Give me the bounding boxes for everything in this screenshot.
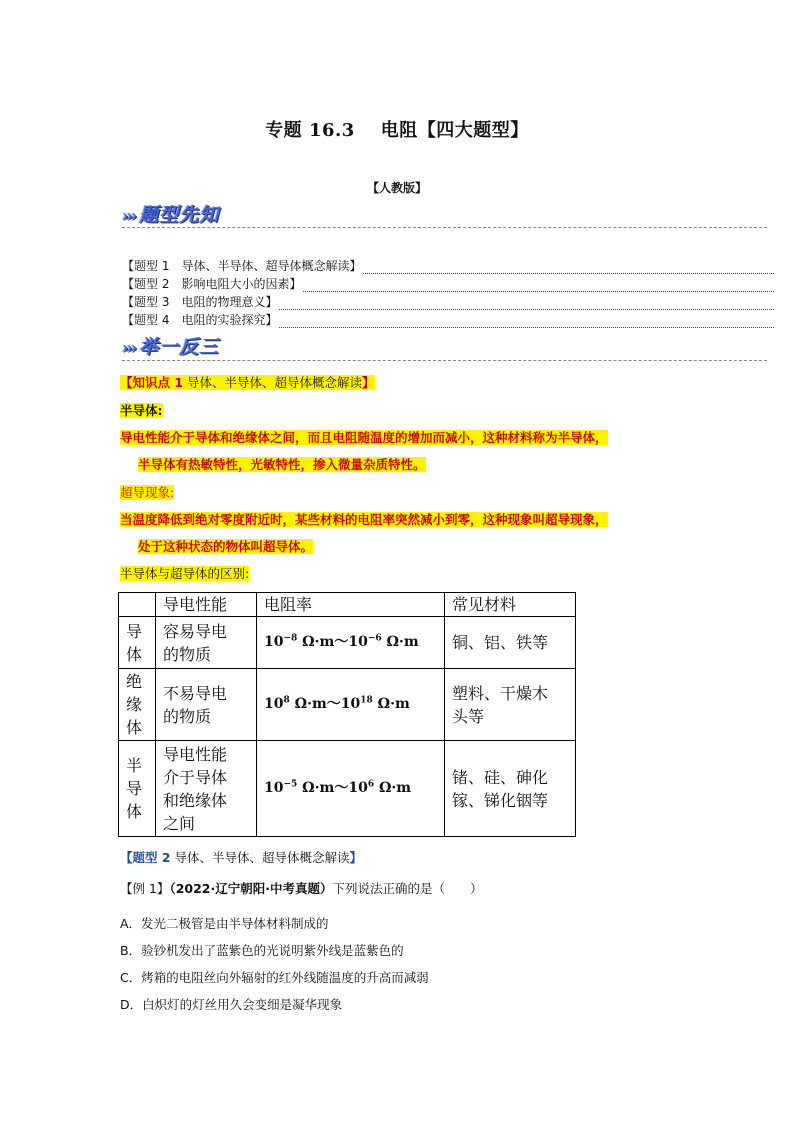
res-base: 10 — [340, 696, 361, 712]
material-line: 铜、铝、铁等 — [452, 633, 549, 652]
kp-text: 导体、半导体、超导体概念解读 — [183, 375, 363, 390]
semi-line-1 — [120, 428, 608, 446]
toc-leader — [279, 299, 774, 310]
comparison-table — [118, 592, 576, 837]
header-cell — [119, 593, 156, 617]
semi-line-2 — [138, 455, 426, 473]
page-title — [0, 116, 794, 142]
semi-line-2-text: 半导体有热敏特性，光敏特性，掺入微量杂质特性。 — [138, 457, 426, 472]
toc-item-2[interactable] — [122, 275, 774, 292]
type-char: 半 — [126, 756, 143, 775]
table-row — [119, 617, 576, 669]
res-exp: −6 — [367, 633, 382, 644]
perf-line: 和绝缘体 — [163, 790, 228, 810]
toc-item-4[interactable] — [122, 311, 774, 328]
header-cell: 导电性能 — [156, 593, 257, 617]
banner-preview — [122, 200, 219, 227]
toc-label: 【题型 3 电阻的物理意义】 — [122, 295, 278, 309]
perf-line: 之间 — [163, 813, 196, 833]
toc-label: 【题型 4 电阻的实验探究】 — [122, 313, 278, 327]
perf-line: 介于导体 — [163, 767, 228, 787]
res-unit: Ω·m～ — [297, 634, 349, 650]
res-base: 10 — [264, 780, 284, 796]
table-header-row — [119, 593, 576, 617]
divider — [122, 227, 767, 228]
kp-open: 【知识点 1 — [120, 375, 184, 390]
semi-line-1-text: 导电性能介于导体和绝缘体之间，而且电阻随温度的增加而减小，这种材料称为半导体， — [120, 430, 608, 445]
knowledge-heading — [120, 373, 375, 391]
res-unit: Ω·m～ — [289, 696, 341, 712]
res-base: 10 — [348, 780, 368, 796]
title-name: 电阻【四大题型】 — [380, 120, 529, 141]
toc-label: 【题型 1 导体、半导体、超导体概念解读】 — [122, 259, 362, 273]
divider — [122, 360, 767, 361]
res-base: 10 — [264, 634, 284, 650]
diff-heading — [120, 564, 249, 582]
header-cell: 电阻率 — [257, 593, 445, 617]
example-stem — [120, 879, 483, 897]
banner-preview-text: 题型先知 — [139, 204, 220, 226]
example-question: 下列说法正确的是（ ） — [332, 881, 483, 896]
super-line-1 — [120, 510, 608, 528]
resistivity-cell — [257, 741, 445, 837]
toc-item-3[interactable] — [122, 293, 774, 310]
type-cell — [119, 741, 156, 837]
res-unit: Ω·m～ — [297, 780, 349, 796]
option-d[interactable]: D．白炽灯的灯丝用久会变细是凝华现象 — [120, 997, 343, 1012]
perf-line: 的物质 — [163, 644, 212, 664]
title-code: 专题 16.3 — [265, 120, 355, 141]
section2-open: 【题型 2 — [120, 850, 171, 865]
semi-heading-text: 半导体: — [120, 403, 163, 418]
type-cell — [119, 669, 156, 741]
res-exp: 8 — [283, 695, 290, 706]
example-tag: 【例 1】 — [120, 881, 170, 896]
perf-line: 容易导电 — [163, 621, 228, 641]
resistivity-cell — [257, 669, 445, 741]
res-base: 10 — [264, 696, 284, 712]
material-cell — [445, 741, 576, 837]
toc-leader — [279, 317, 774, 328]
type-char: 体 — [126, 802, 143, 821]
option-b[interactable]: B．验钞机发出了蓝紫色的光说明紫外线是蓝紫色的 — [120, 943, 404, 958]
option-c[interactable]: C．烤箱的电阻丝向外辐射的红外线随温度的升高而减弱 — [120, 970, 429, 985]
semi-heading — [120, 401, 163, 419]
banner-practice-text: 举一反三 — [139, 336, 220, 358]
header-cell: 常见材料 — [445, 593, 576, 617]
res-unit: Ω·m — [374, 780, 412, 796]
section2-heading — [120, 848, 362, 866]
perf-cell — [156, 669, 257, 741]
material-line: 镓、锑化铟等 — [452, 790, 549, 810]
material-cell — [445, 669, 576, 741]
table-row — [119, 741, 576, 837]
perf-line: 不易导电 — [163, 683, 228, 703]
type-char: 体 — [126, 644, 143, 664]
super-heading — [120, 483, 174, 501]
type-char: 导 — [126, 621, 143, 641]
toc-item-1[interactable] — [122, 257, 774, 274]
res-exp: 18 — [360, 695, 373, 706]
diff-heading-text: 半导体与超导体的区别: — [120, 566, 250, 581]
super-heading-text: 超导现象: — [120, 485, 175, 500]
res-base: 10 — [348, 634, 368, 650]
type-char: 导 — [126, 779, 143, 798]
toc-leader — [363, 263, 774, 274]
material-cell — [445, 617, 576, 669]
section2-text: 导体、半导体、超导体概念解读 — [170, 850, 350, 865]
perf-cell — [156, 617, 257, 669]
type-char: 缘 — [126, 695, 143, 714]
type-char: 绝 — [126, 672, 143, 691]
banner-practice — [122, 332, 219, 359]
res-exp: −5 — [283, 779, 298, 790]
table-row — [119, 669, 576, 741]
example-source: （2022·辽宁朝阳·中考真题） — [169, 881, 333, 896]
resistivity-cell — [257, 617, 445, 669]
res-exp: 6 — [367, 779, 375, 790]
arrows-icon: ››› — [122, 338, 136, 357]
res-unit: Ω·m — [372, 696, 410, 712]
edition-label: 【人教版】 — [366, 181, 427, 195]
toc-label: 【题型 2 影响电阻大小的因素】 — [122, 277, 302, 291]
res-unit: Ω·m — [381, 634, 419, 650]
material-line: 头等 — [452, 706, 485, 726]
material-line: 锗、硅、砷化 — [452, 767, 549, 787]
kp-close: 】 — [362, 375, 375, 390]
option-a[interactable]: A．发光二极管是由半导体材料制成的 — [120, 916, 329, 931]
section2-close: 】 — [349, 850, 363, 865]
material-line: 塑料、干燥木 — [452, 683, 549, 703]
super-line-2 — [138, 537, 313, 555]
type-cell — [119, 617, 156, 669]
knowledge-heading-box — [120, 375, 375, 390]
type-char: 体 — [126, 718, 143, 737]
super-line-2-text: 处于这种状态的物体叫超导体。 — [138, 539, 314, 554]
arrows-icon: ››› — [122, 206, 136, 225]
super-line-1-text: 当温度降低到绝对零度附近时，某些材料的电阻率突然减小到零，这种现象叫超导现象， — [120, 512, 608, 527]
perf-cell — [156, 741, 257, 837]
toc-leader — [303, 281, 774, 292]
perf-line: 导电性能 — [163, 744, 228, 764]
perf-line: 的物质 — [163, 706, 212, 726]
res-exp: −8 — [283, 633, 298, 644]
